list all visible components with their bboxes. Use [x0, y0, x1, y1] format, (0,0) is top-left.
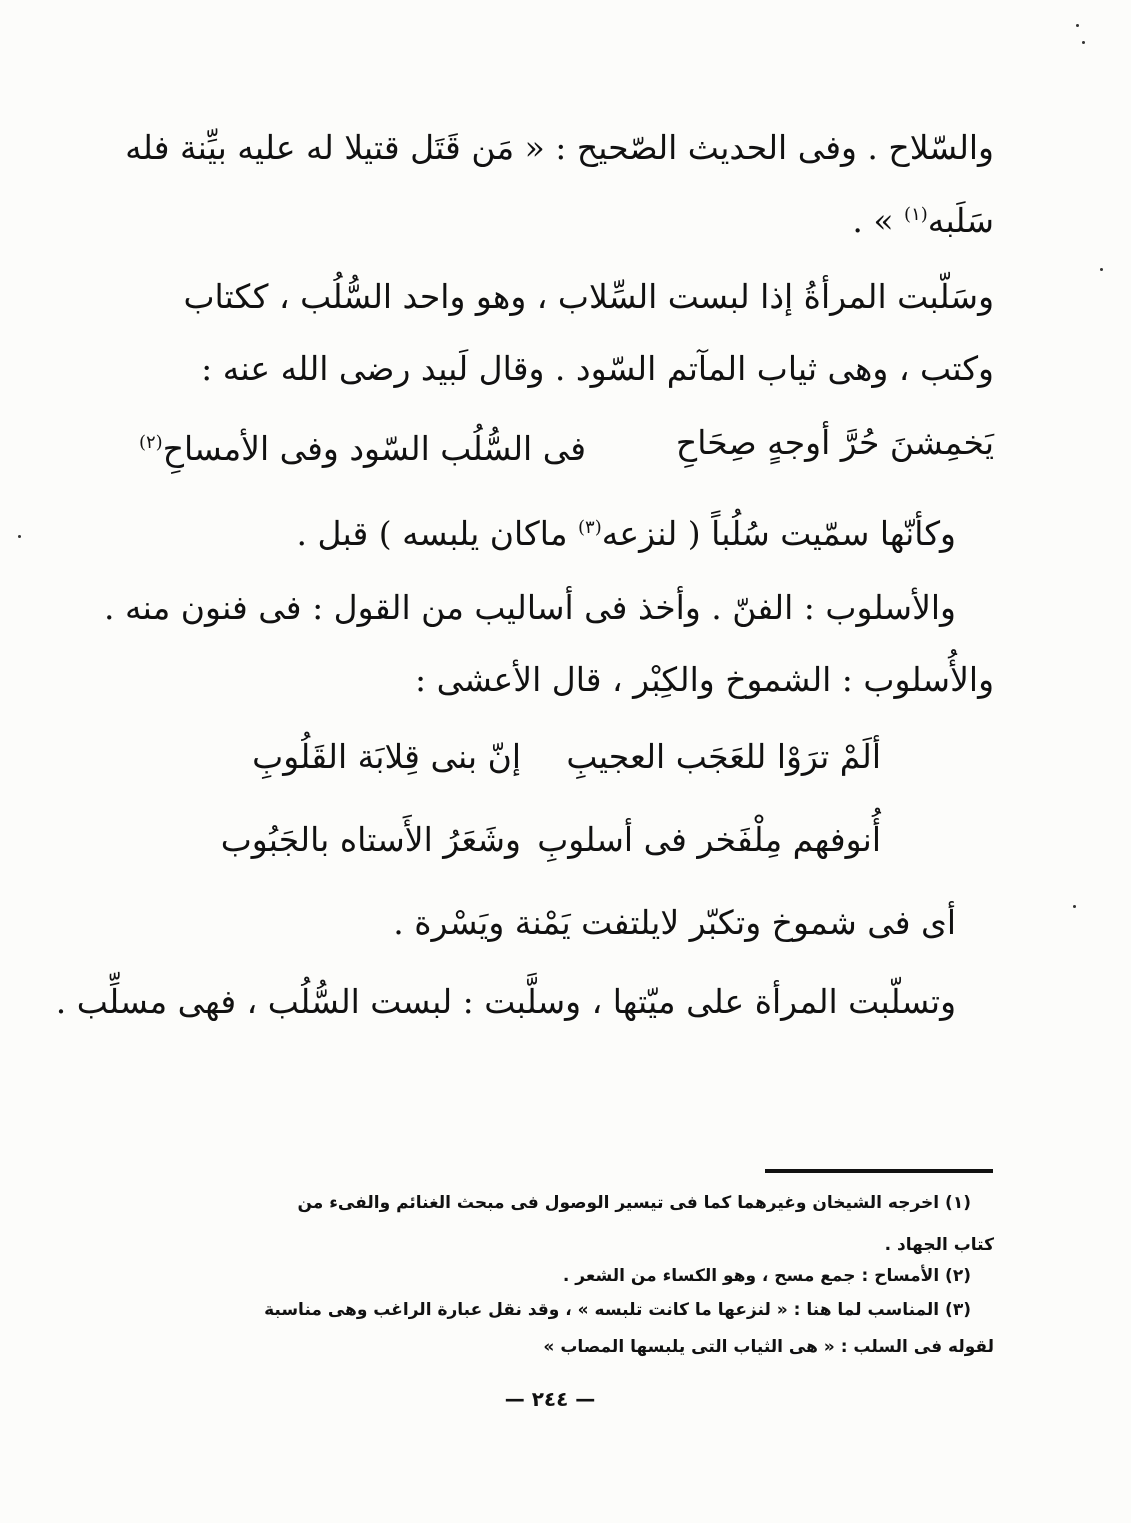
body-line-2 — [852, 195, 994, 241]
footnote-1-line-2: كتاب الجهاد . — [884, 1235, 994, 1255]
page-number: — ٢٤٤ — — [504, 1387, 596, 1411]
footnote-ref-1: (١) — [904, 204, 928, 225]
verse-2-left-hemistich: إنّ بنى قِلابَة القَلُوبِ — [252, 737, 521, 776]
footnote-2: (٢) الأمساح : جمع مسح ، وهو الكساء من الشعر . — [562, 1266, 971, 1286]
body-line-6-b: ماكان يلبسه ) قبل . — [296, 514, 578, 553]
footnote-separator — [765, 1169, 993, 1173]
verse-1-right-text: يَخمِشنَ حُرَّ أوجهٍ صِحَاحِ — [675, 423, 994, 462]
scan-speck — [1076, 24, 1079, 27]
verse-1-left-hemistich — [139, 423, 586, 469]
body-line-7: والأسلوب : الفنّ . وأخذ فى أساليب من القول : فى فنون منه . — [104, 588, 956, 627]
footnote-ref-3: (٣) — [577, 517, 602, 538]
body-line-6 — [297, 508, 956, 554]
body-line-1: والسّلاح . وفى الحديث الصّحيح : « مَن قَتَل قتيلا له عليه بيِّنة فله — [125, 128, 994, 167]
body-line-6-a: وكأنّها سمّيت سُلُباً ( لنزعه — [601, 514, 956, 553]
verse-1-left-text: فى السُّلُب السّود وفى الأمساحِ — [162, 429, 586, 468]
body-line-4: وكتب ، وهى ثياب المآتم السّود . وقال لَبيد رضى الله عنه : — [201, 349, 994, 388]
footnote-ref-2: (٢) — [138, 432, 163, 453]
body-line-11: أى فى شموخ وتكبّر لايلتفت يَمْنة ويَسْرة . — [393, 903, 956, 942]
scan-speck — [1073, 905, 1076, 908]
verse-1-right-hemistich — [676, 423, 994, 463]
body-line-2-end: » . — [852, 201, 905, 240]
footnote-3-line-1: (٣) المناسب لما هنا : « لنزعها ما كانت تلبسه » ، وقد نقل عبارة الراغب وهى مناسبة — [264, 1300, 971, 1320]
footnote-3-line-2: لقوله فى السلب : « هى الثياب التى يلبسها المصاب » — [543, 1337, 994, 1357]
body-line-8: والأُسلوب : الشموخ والكِبْر ، قال الأعشى : — [415, 660, 994, 699]
verse-2-right-hemistich: ألَمْ ترَوْا للعَجَب العجيبِ — [566, 737, 881, 776]
scan-speck — [1100, 268, 1103, 271]
body-line-12: وتسلّبت المرأة على ميّتها ، وسلَّبت : لبست السُّلُب ، فهى مسلِّب . — [55, 982, 956, 1021]
scan-speck — [1082, 41, 1085, 44]
body-line-3: وسَلّبت المرأةُ إذا لبست السِّلاب ، وهو واحد السُّلُب ، ككتاب — [183, 277, 994, 316]
body-line-2-text: سَلَبه — [927, 201, 994, 240]
scan-speck — [18, 535, 21, 538]
footnote-1-line-1: (١) اخرجه الشيخان وغيرهما كما فى تيسير الوصول فى مبحث الغنائم والفىء من — [297, 1193, 971, 1213]
verse-3-left-hemistich: وشَعَرُ الأَستاه بالجَبُوب — [220, 820, 521, 859]
verse-3-right-hemistich: أُنوفهم مِلْفَخر فى أسلوبِ — [537, 820, 881, 859]
